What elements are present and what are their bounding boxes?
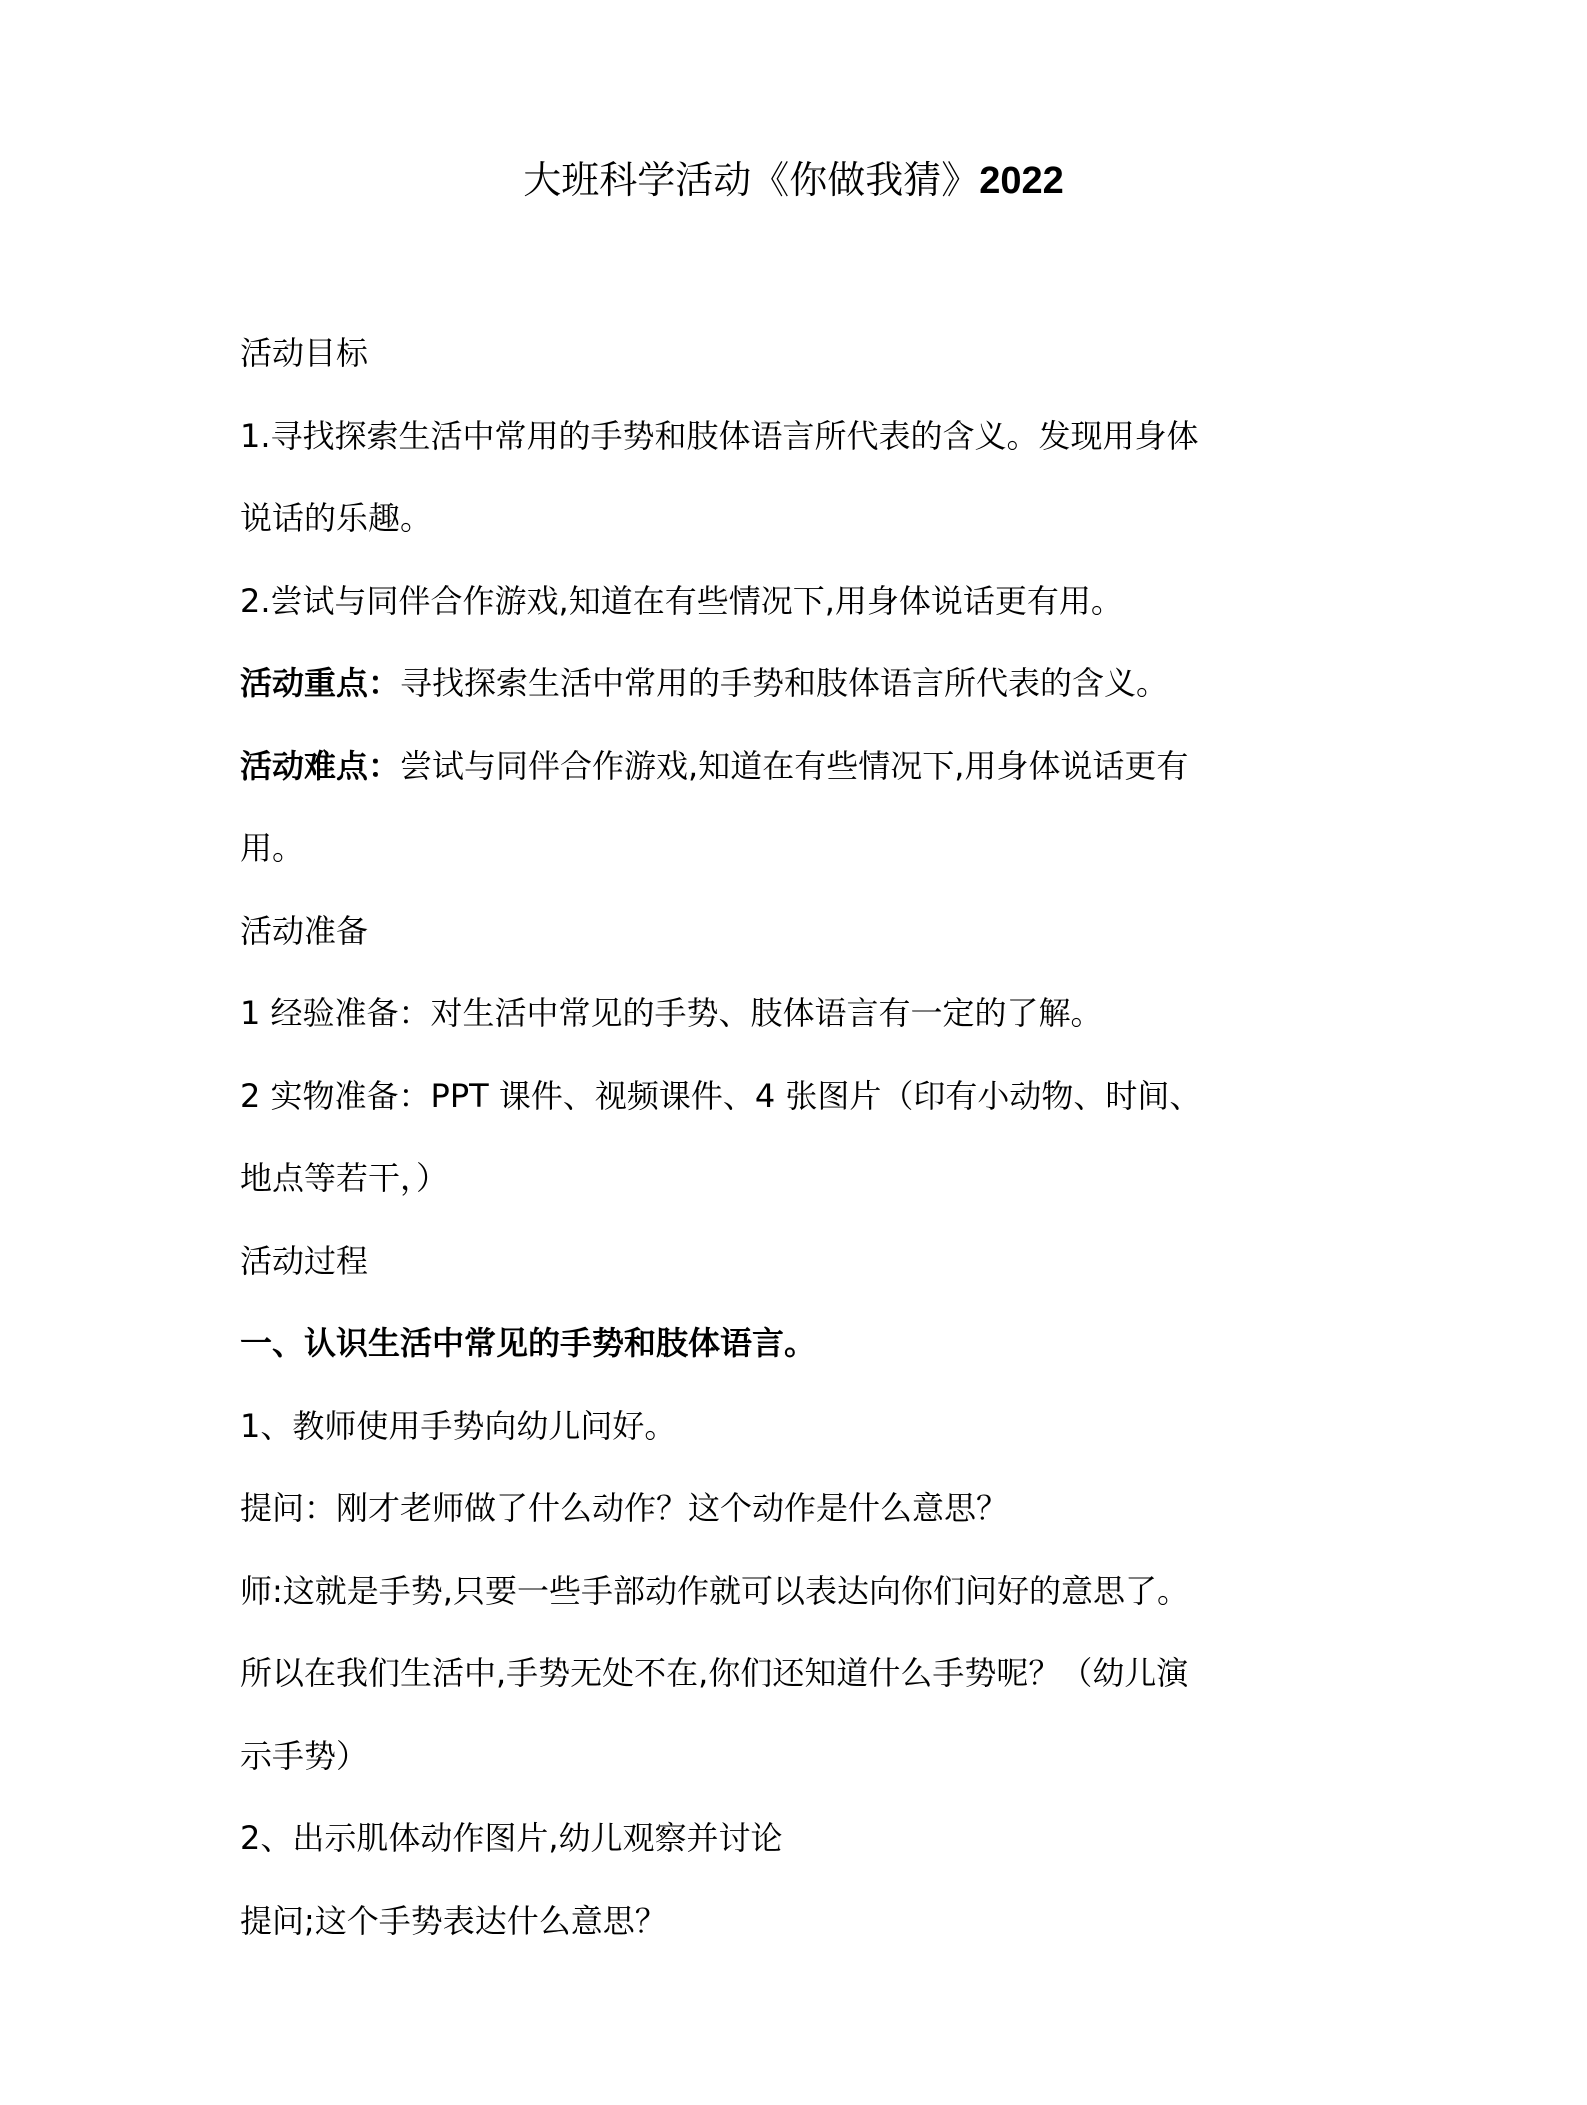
preparation-2 <box>240 1055 1340 1138</box>
title-year: 2022 <box>979 160 1064 202</box>
question-1 <box>240 1467 1340 1550</box>
line-text: 提问：刚才老师做了什么动作？这个动作是什么意思？ <box>240 1489 1009 1527</box>
document-title <box>0 152 1587 209</box>
objective-1-cont <box>240 477 1340 560</box>
line-text: 2、出示肌体动作图片,幼儿观察并讨论 <box>240 1819 783 1857</box>
line-text: 1.寻找探索生活中常用的手势和肢体语言所代表的含义。发现用身体 <box>240 416 1199 455</box>
teacher-line <box>240 1550 1340 1633</box>
line-text: 1 经验准备：对生活中常见的手势、肢体语言有一定的了解。 <box>240 994 1103 1032</box>
step-1 <box>240 1385 1340 1468</box>
line-text: 2 实物准备：PPT 课件、视频课件、4 张图片（印有小动物、时间、 <box>240 1076 1202 1115</box>
line-text: 活动目标 <box>240 334 369 372</box>
heading-preparation <box>240 890 1340 973</box>
line-text: 说话的乐趣。 <box>240 499 433 537</box>
line-text: 师:这就是手势,只要一些手部动作就可以表达向你们问好的意思了。 <box>240 1571 1189 1610</box>
line-text: 所以在我们生活中,手势无处不在,你们还知道什么手势呢？（幼儿演 <box>240 1654 1189 1692</box>
document-body <box>240 312 1340 1962</box>
line-text: 提问;这个手势表达什么意思？ <box>240 1901 667 1940</box>
line-text: 2.尝试与同伴合作游戏,知道在有些情况下,用身体说话更有用。 <box>240 581 1123 620</box>
teacher-line-cont-2 <box>240 1715 1340 1798</box>
line-text: 示手势） <box>240 1736 369 1775</box>
line-text: 尝试与同伴合作游戏,知道在有些情况下,用身体说话更有 <box>400 746 1189 785</box>
difficulty-label: 活动难点： <box>240 746 401 785</box>
line-text: 活动准备 <box>240 911 369 950</box>
heading-objectives <box>240 312 1340 395</box>
step-2 <box>240 1797 1340 1880</box>
preparation-2-cont <box>240 1137 1340 1220</box>
question-2 <box>240 1880 1340 1963</box>
key-point <box>240 642 1340 725</box>
teacher-line-cont <box>240 1632 1340 1715</box>
key-point-label: 活动重点： <box>240 664 401 702</box>
line-text: 寻找探索生活中常用的手势和肢体语言所代表的含义。 <box>400 664 1169 702</box>
objective-1 <box>240 395 1340 478</box>
heading-process <box>240 1220 1340 1303</box>
title-text: 大班科学活动《你做我猜》 <box>523 158 980 202</box>
preparation-1 <box>240 972 1340 1055</box>
objective-2 <box>240 560 1340 643</box>
difficulty-cont <box>240 807 1340 890</box>
line-text: 活动过程 <box>240 1241 369 1280</box>
section-1-heading <box>240 1302 1340 1385</box>
line-text: 1、教师使用手势向幼儿问好。 <box>240 1406 677 1445</box>
difficulty <box>240 725 1340 808</box>
line-text: 用。 <box>240 829 305 867</box>
line-text: 地点等若干，） <box>240 1159 449 1197</box>
line-text: 一、认识生活中常见的手势和肢体语言。 <box>240 1324 817 1362</box>
